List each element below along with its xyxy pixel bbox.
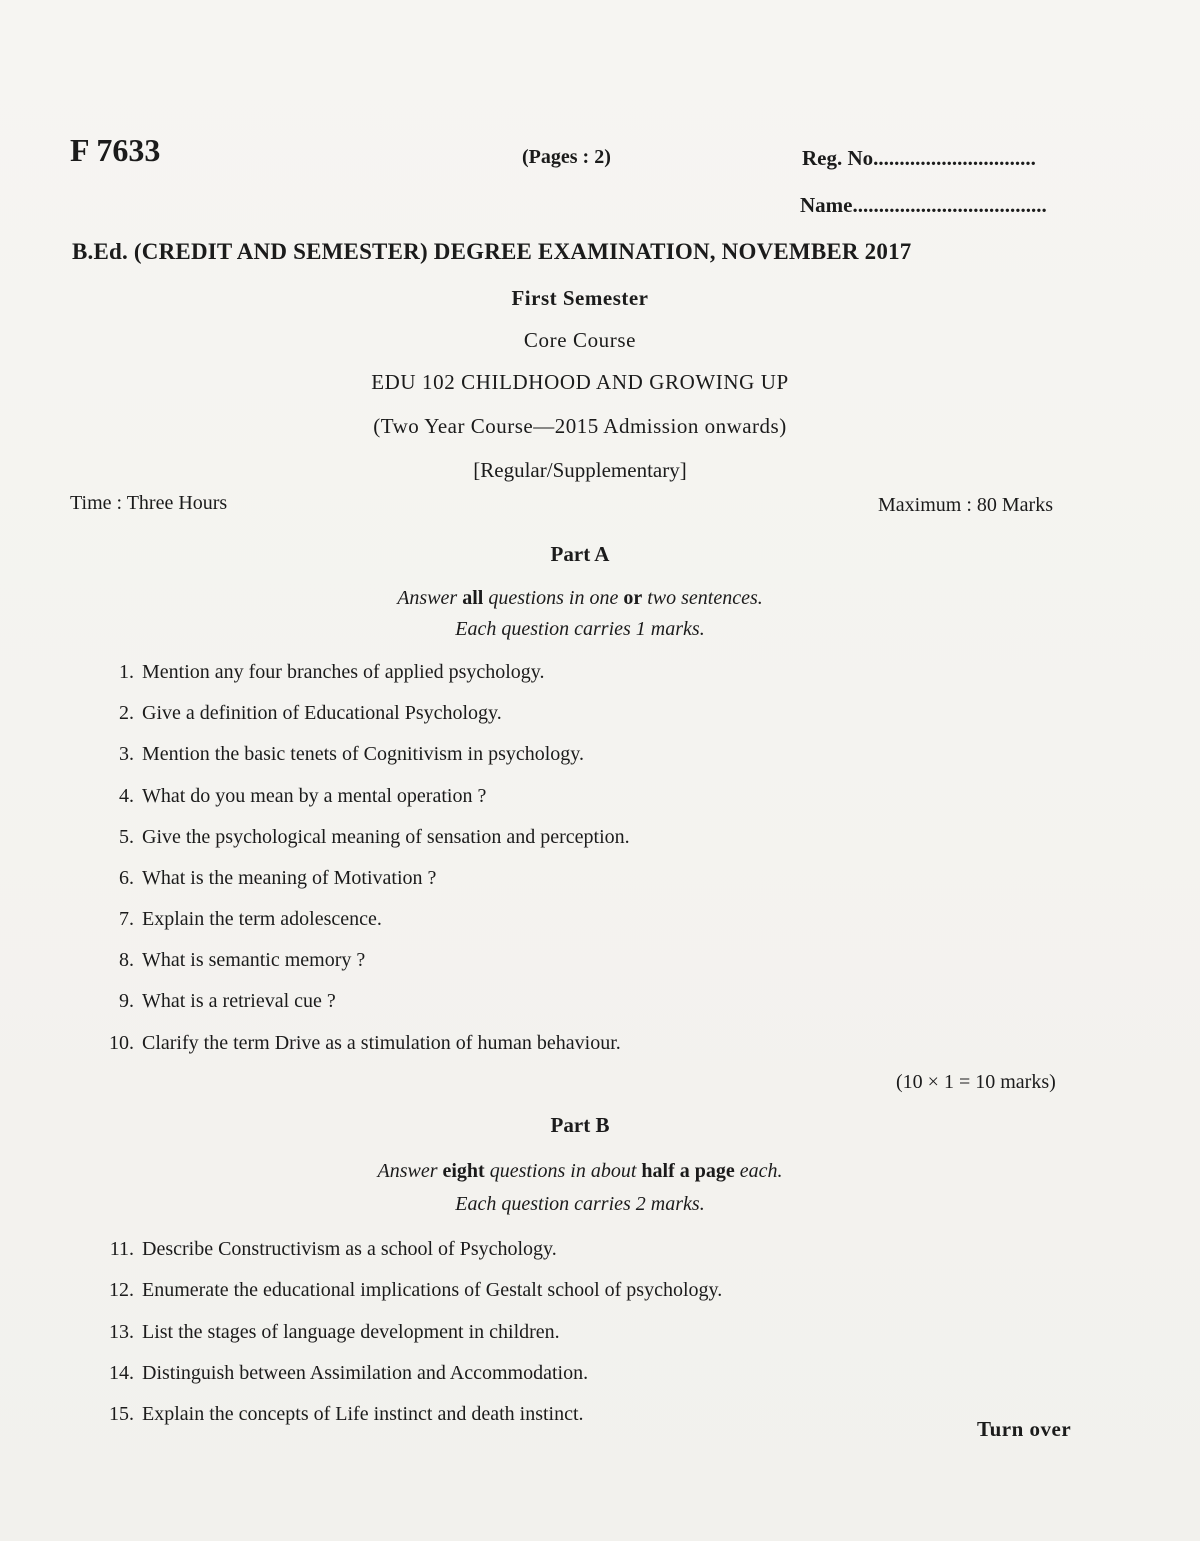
semester-label: First Semester — [511, 286, 649, 310]
question-item — [92, 990, 336, 1013]
instruction-word: Answer — [397, 587, 458, 609]
name-field: Name..................................... — [800, 193, 1047, 217]
reg-no-field: Reg. No............................... — [802, 146, 1036, 170]
question-number: 1. — [119, 661, 134, 683]
part-b-marks-note: Each question carries 2 marks. — [455, 1193, 705, 1215]
instruction-emphasis: half a page — [641, 1160, 735, 1182]
maximum-marks: Maximum : 80 Marks — [878, 494, 1053, 516]
instruction-emphasis: eight — [442, 1160, 485, 1182]
question-text: Describe Constructivism as a school of Psychology. — [142, 1238, 557, 1260]
question-item — [92, 743, 584, 766]
instruction-word: each. — [739, 1160, 783, 1182]
part-b-heading: Part B — [550, 1113, 610, 1137]
question-number: 5. — [119, 826, 134, 848]
question-text: What is a retrieval cue ? — [142, 990, 336, 1012]
question-item — [92, 661, 545, 684]
instruction-word: questions in about — [489, 1160, 637, 1182]
question-text: Distinguish between Assimilation and Accommodation. — [142, 1362, 589, 1384]
question-text: Mention the basic tenets of Cognitivism in psychology. — [142, 743, 584, 765]
instruction-emphasis: all — [462, 587, 484, 609]
exam-title: B.Ed. (CREDIT AND SEMESTER) DEGREE EXAMINATION, NOVEMBER 2017 — [72, 239, 912, 264]
question-number: 15. — [109, 1403, 134, 1425]
part-a-marks-note: Each question carries 1 marks. — [455, 618, 705, 640]
question-text: What is semantic memory ? — [142, 949, 366, 971]
course-type: Core Course — [523, 328, 637, 352]
paper-code: F 7633 — [70, 132, 161, 168]
question-item — [92, 1362, 588, 1385]
question-item — [92, 1279, 722, 1302]
instruction-word: Answer — [377, 1160, 438, 1182]
question-number: 10. — [109, 1032, 134, 1054]
question-text: Clarify the term Drive as a stimulation of human behaviour. — [142, 1032, 621, 1054]
part-a-total-marks: (10 × 1 = 10 marks) — [896, 1071, 1056, 1093]
question-number: 9. — [119, 990, 134, 1012]
question-number: 14. — [109, 1362, 134, 1384]
instruction-word: two sentences. — [647, 587, 763, 609]
question-text: Give the psychological meaning of sensation and perception. — [142, 826, 630, 848]
instruction-word: questions in one — [488, 587, 619, 609]
question-text: List the stages of language development in children. — [142, 1321, 560, 1343]
question-text: What do you mean by a mental operation ? — [142, 785, 487, 807]
question-number: 7. — [119, 908, 134, 930]
question-text: Mention any four branches of applied psychology. — [142, 661, 545, 683]
question-item — [92, 785, 486, 808]
question-number: 8. — [119, 949, 134, 971]
turn-over-note: Turn over — [977, 1417, 1072, 1441]
question-number: 6. — [119, 867, 134, 889]
time-allowed: Time : Three Hours — [70, 492, 228, 514]
question-number: 4. — [119, 785, 134, 807]
course-scheme: (Two Year Course—2015 Admission onwards) — [373, 414, 787, 438]
question-number: 11. — [109, 1238, 134, 1260]
part-a-instruction — [0, 587, 1160, 610]
question-text: Enumerate the educational implications of Gestalt school of psychology. — [142, 1279, 723, 1301]
question-text: Explain the concepts of Life instinct and death instinct. — [142, 1403, 584, 1425]
question-item — [92, 908, 382, 931]
question-number: 2. — [119, 702, 134, 724]
part-a-heading: Part A — [550, 542, 610, 566]
instruction-emphasis: or — [623, 587, 643, 609]
exam-mode: [Regular/Supplementary] — [473, 458, 687, 482]
question-item — [92, 1238, 557, 1261]
question-number: 12. — [109, 1279, 134, 1301]
question-number: 3. — [119, 743, 134, 765]
pages-count: (Pages : 2) — [522, 146, 611, 168]
question-item — [92, 867, 436, 890]
question-item — [92, 949, 365, 972]
course-title: EDU 102 CHILDHOOD AND GROWING UP — [371, 370, 789, 394]
question-item — [92, 1032, 621, 1055]
part-b-instruction — [0, 1160, 1160, 1183]
question-item — [92, 826, 630, 849]
question-item — [92, 702, 502, 725]
question-text: What is the meaning of Motivation ? — [142, 867, 437, 889]
question-text: Give a definition of Educational Psychology. — [142, 702, 502, 724]
question-text: Explain the term adolescence. — [142, 908, 382, 930]
question-item — [92, 1321, 560, 1344]
question-item — [92, 1403, 584, 1426]
question-number: 13. — [109, 1321, 134, 1343]
